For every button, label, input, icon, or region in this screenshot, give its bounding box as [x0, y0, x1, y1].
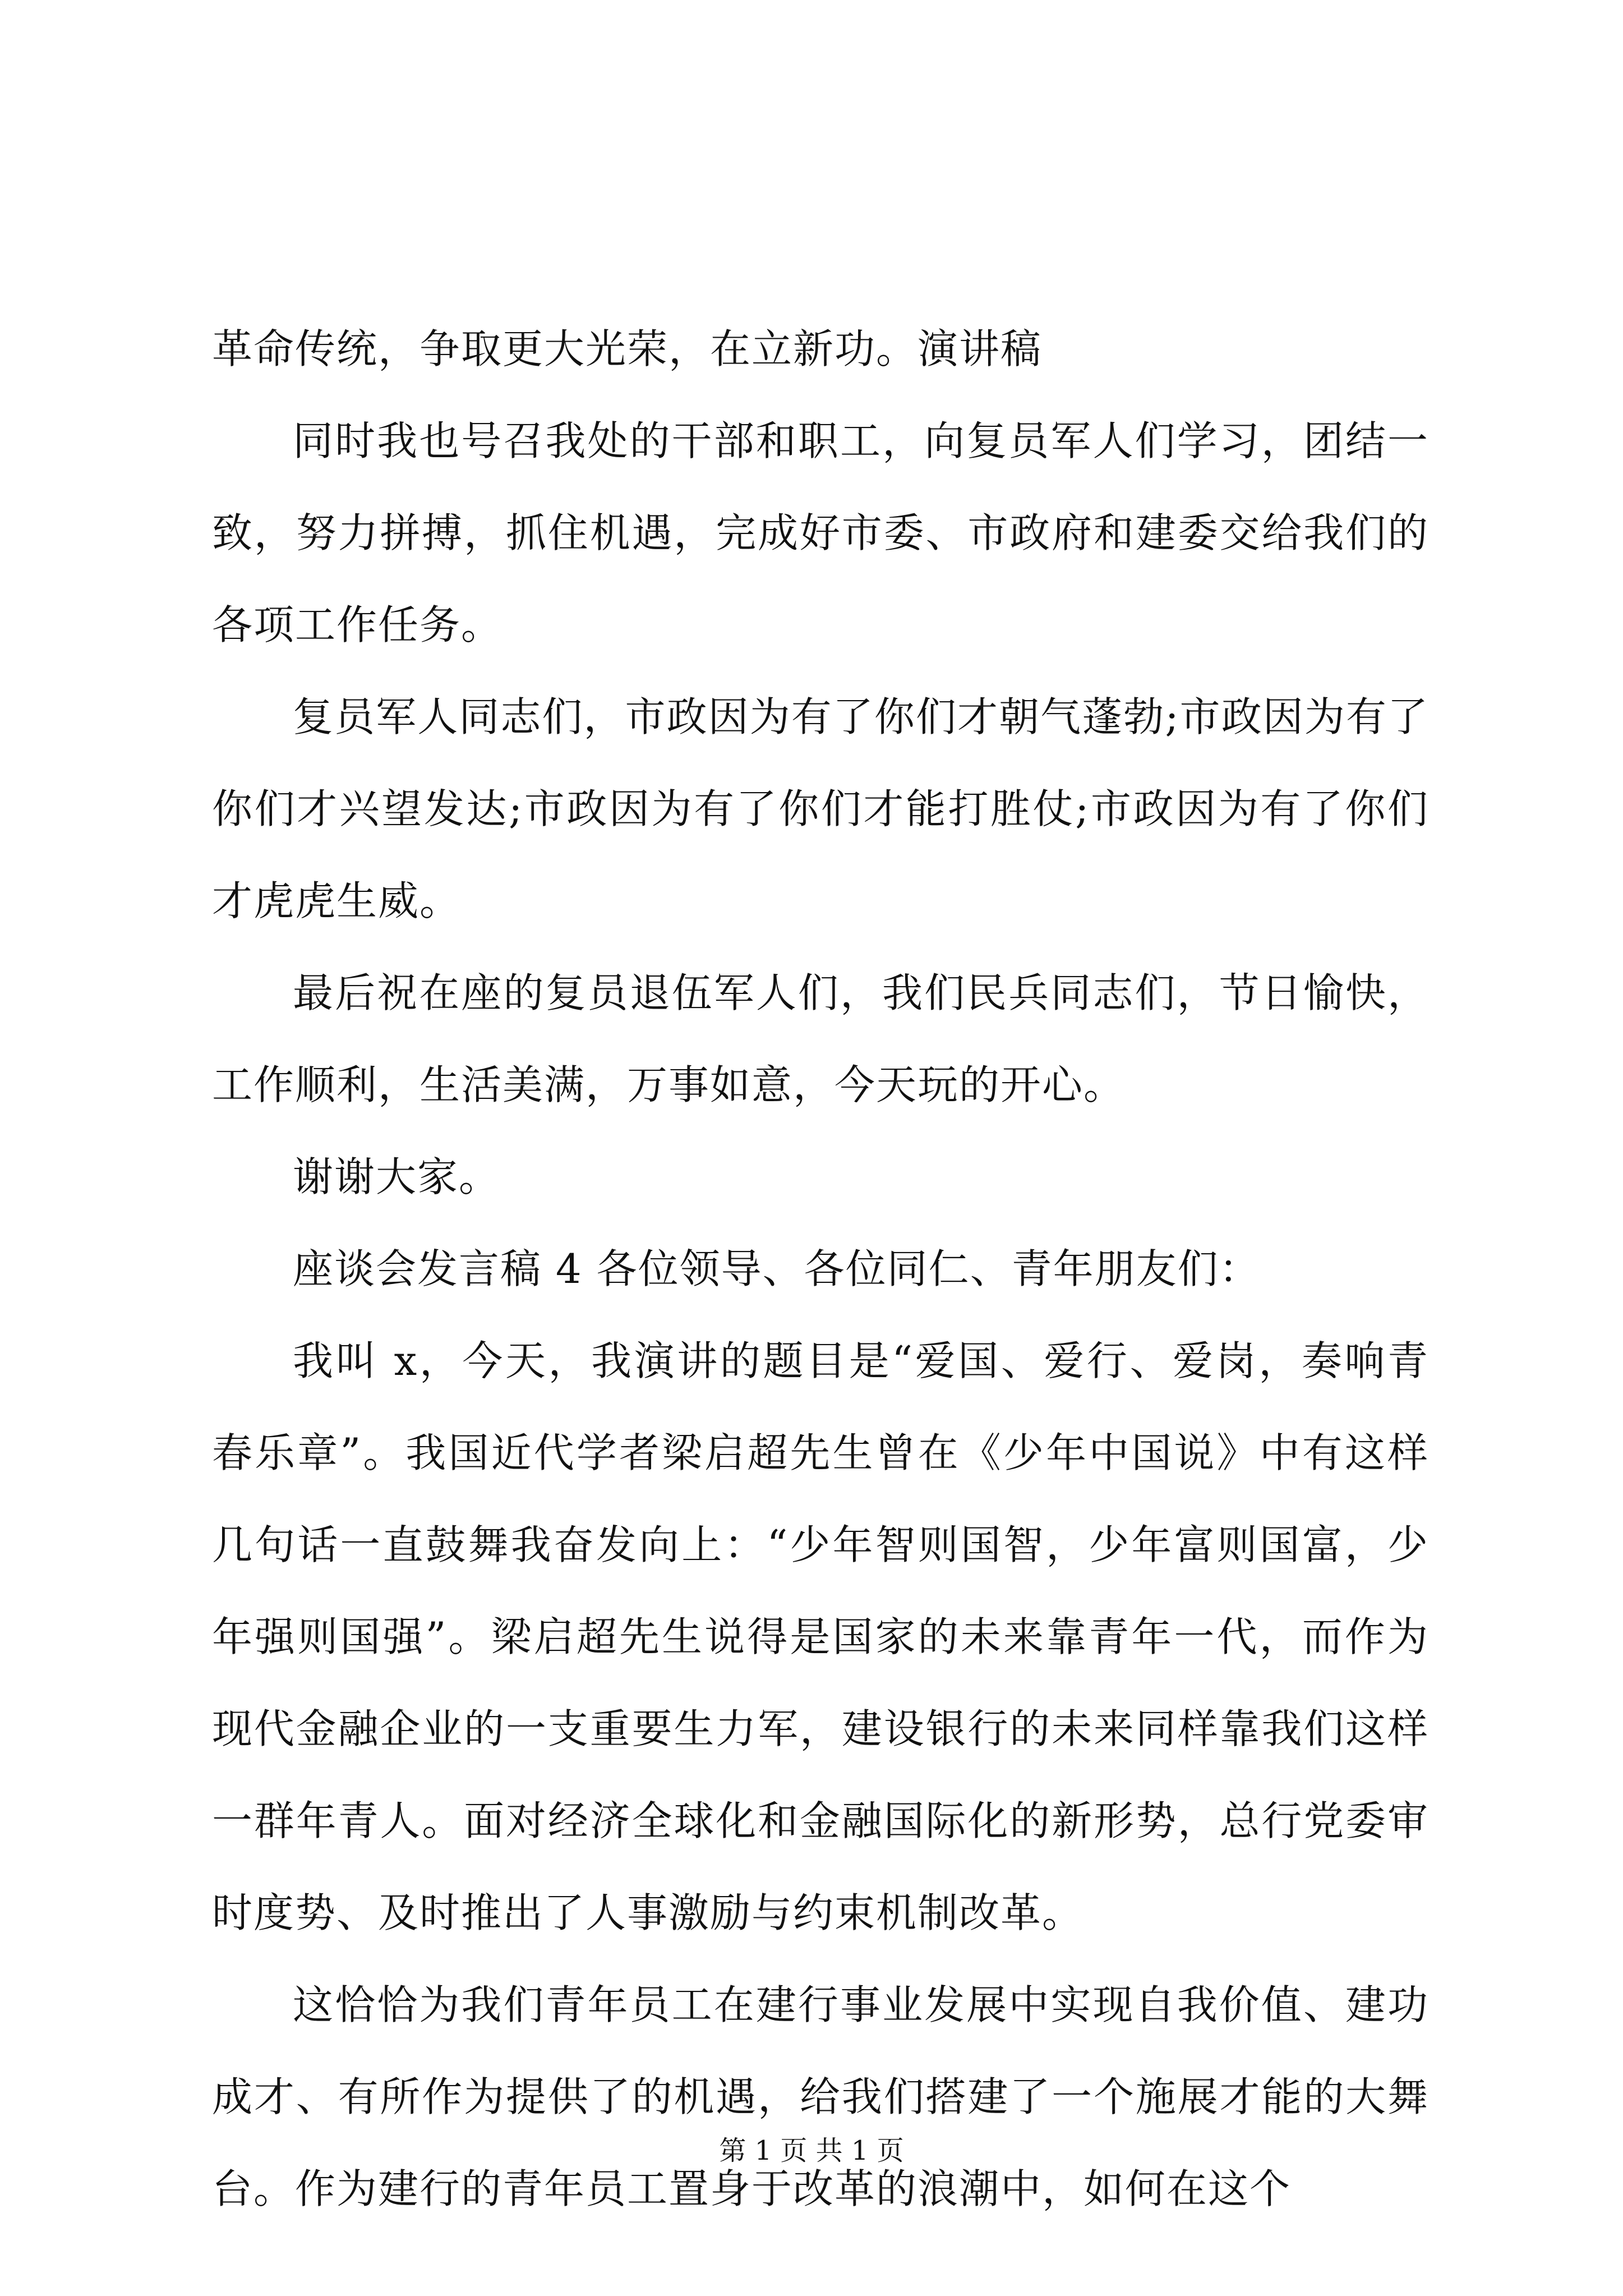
- paragraph-8: 这恰恰为我们青年员工在建行事业发展中实现自我价值、建功成才、有所作为提供了的机遇，给我们搭建了一个施展才能的大舞台。作为建行的青年员工置身于改革的浪潮中，如何在这个: [212, 1981, 1429, 2212]
- paragraph-3: 复员军人同志们，市政因为有了你们才朝气蓬勃;市政因为有了你们才兴望发达;市政因为有了你们才能打胜仗;市政因为有了你们才虎虎生威。: [212, 693, 1429, 924]
- paragraph-7: 我叫 x，今天，我演讲的题目是“爱国、爱行、爱岗，奏响青春乐章”。我国近代学者梁启超先生曾在《少年中国说》中有这样几句话一直鼓舞我奋发向上：“少年智则国智，少年富则国富，少年强则国强”。梁启超先生说得是国家的未来靠青年一代，而作为现代金融企业的一支重要生力军，建设银行的未来同样靠我们这样一群年青人。面对经济全球化和金融国际化的新形势，总行党委审时度势、及时推出了人事激励与约束机制改革。: [212, 1337, 1429, 1936]
- paragraph-2: 同时我也号召我处的干部和职工，向复员军人们学习，团结一致，努力拼搏，抓住机遇，完成好市委、市政府和建委交给我们的各项工作任务。: [212, 417, 1429, 648]
- paragraph-1: 革命传统，争取更大光荣，在立新功。演讲稿: [212, 325, 1043, 372]
- page-footer: 第 1 页 共 1 页: [719, 2135, 904, 2166]
- document-body: [212, 303, 1429, 2235]
- paragraph-4: 最后祝在座的复员退伍军人们，我们民兵同志们，节日愉快，工作顺利，生活美满，万事如意，今天玩的开心。: [212, 969, 1429, 1108]
- paragraph-6: 座谈会发言稿 4 各位领导、各位同仁、青年朋友们：: [293, 1245, 1261, 1292]
- paragraph-5: 谢谢大家。: [293, 1153, 501, 1200]
